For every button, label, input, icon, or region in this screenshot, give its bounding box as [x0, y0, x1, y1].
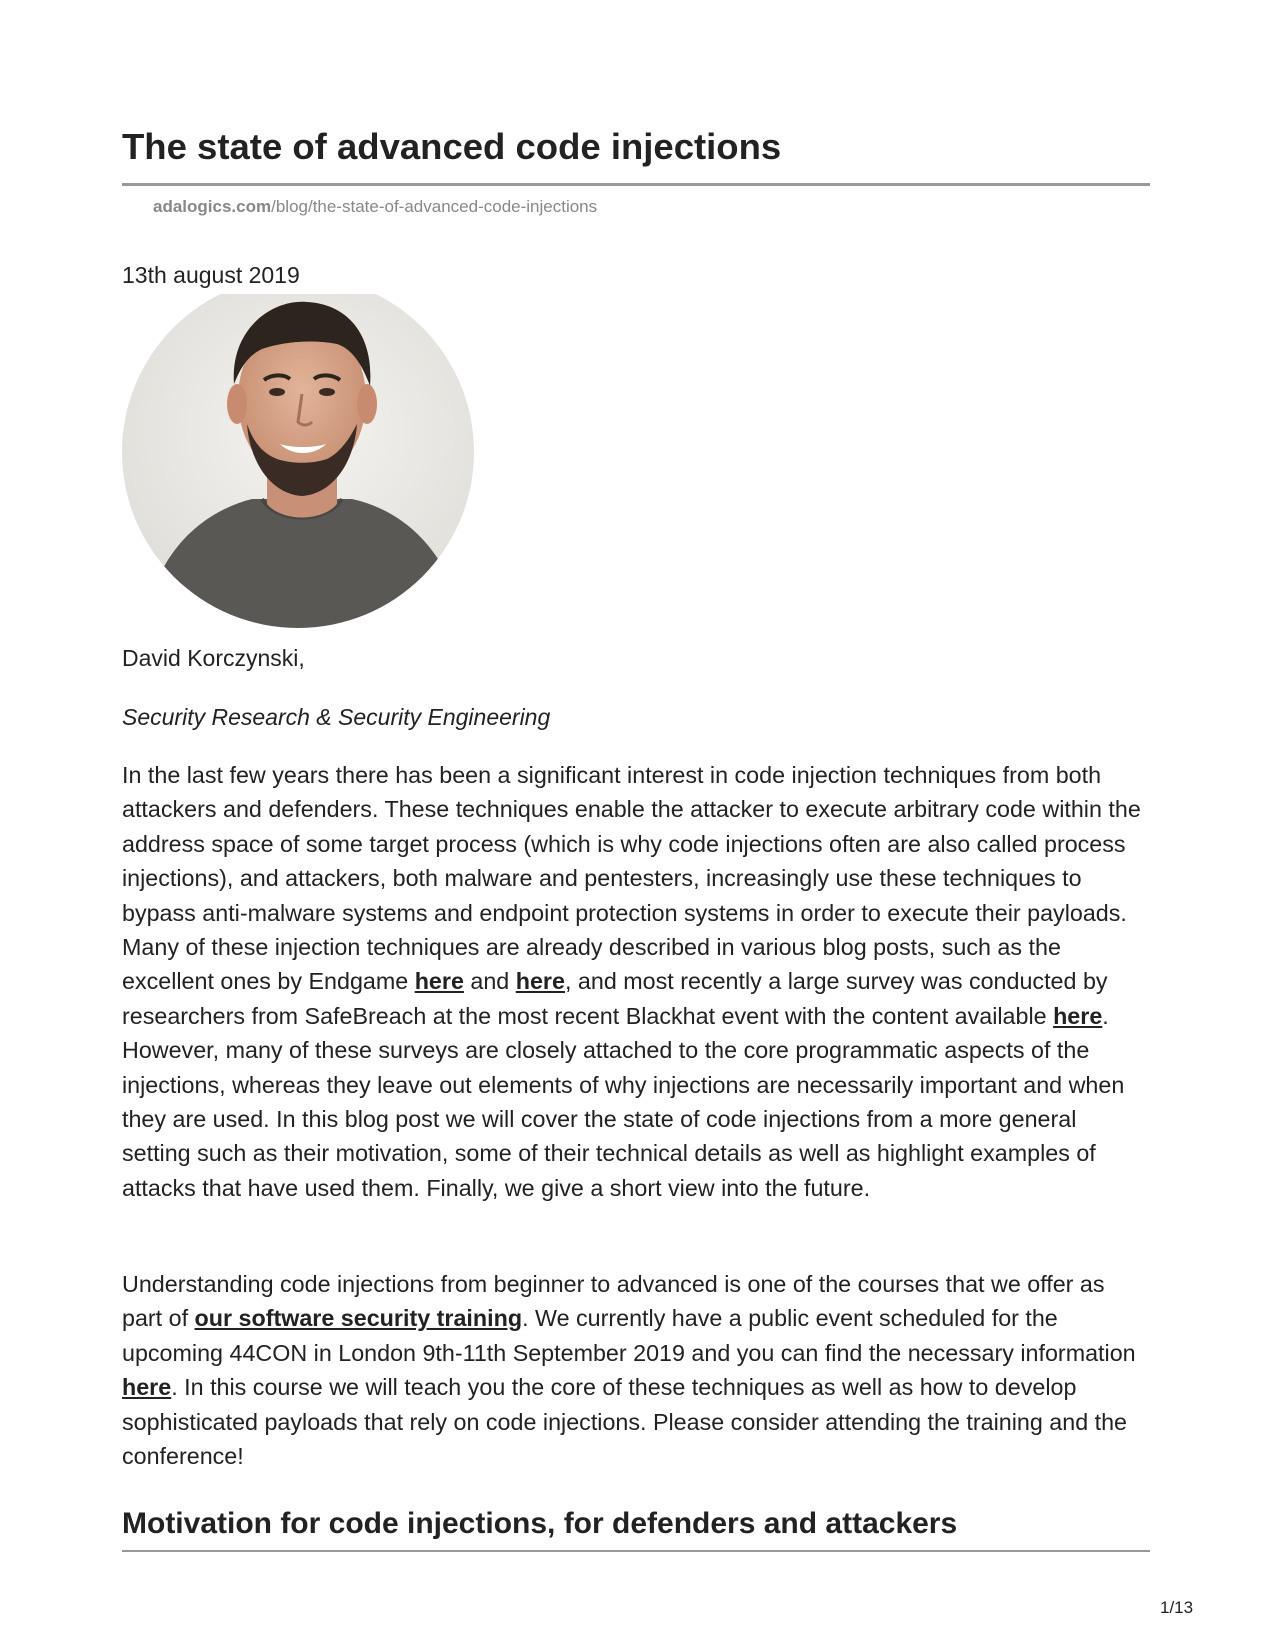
source-path: /blog/the-state-of-advanced-code-injections [271, 197, 598, 216]
intro-paragraph [122, 758, 1150, 1205]
title-divider [122, 183, 1150, 186]
page-title: The state of advanced code injections [122, 126, 782, 167]
paragraph-text: Understanding code injections from beginner to advanced is one of the courses that we offer as part of [122, 1271, 1105, 1332]
endgame-link-2[interactable]: here [515, 968, 565, 995]
author-photo [122, 294, 490, 640]
training-link[interactable]: our software security training [194, 1305, 523, 1332]
section-heading: Motivation for code injections, for defenders and attackers [122, 1507, 958, 1540]
page-number: 1/13 [1160, 1598, 1194, 1617]
source-domain: adalogics.com [153, 197, 272, 216]
paragraph-text: In the last few years there has been a significant interest in code injection techniques from both attackers and defenders. These techniques enable the attacker to execute arbitrary code within the address space of some target process (which is why code injections often are also called process injections), and attackers, both malware and pentesters, increasingly use these techniques to bypass anti-malware systems and endpoint protection systems in order to execute their payloads. Many of these injection techniques are already described in various blog posts, such as the excellent ones by Endgame [122, 762, 1141, 995]
training-paragraph [122, 1267, 1150, 1473]
paragraph-text: . However, many of these surveys are closely attached to the core programmatic aspects of the injections, whereas they leave out elements of why injections are necessarily important and when they are used. In this blog post we will cover the state of code injections from a more general setting such as their motivation, some of their technical details as well as highlight examples of attacks that have used them. Finally, we give a short view into the future. [122, 1002, 1125, 1201]
paragraph-text: , and most recently a large survey was conducted by researchers from SafeBreach at the most recent Blackhat event with the content available [122, 968, 1108, 1029]
author-role: Security Research & Security Engineering [122, 704, 551, 730]
paragraph-text: . We currently have a public event scheduled for the upcoming 44CON in London 9th-11th September 2019 and you can find the necessary information [122, 1305, 1136, 1366]
paragraph-text: . In this course we will teach you the core of these techniques as well as how to develop sophisticated payloads that rely on code injections. Please consider attending the training and the conference! [122, 1374, 1128, 1470]
section-divider [122, 1550, 1150, 1552]
paragraph-text: and [463, 968, 516, 995]
endgame-link-1[interactable]: here [414, 968, 464, 995]
source-url[interactable] [153, 197, 597, 217]
author-name: David Korczynski, [122, 645, 305, 671]
publish-date: 13th august 2019 [122, 262, 300, 288]
event-info-link[interactable]: here [122, 1374, 172, 1401]
safebreach-link[interactable]: here [1053, 1002, 1103, 1029]
